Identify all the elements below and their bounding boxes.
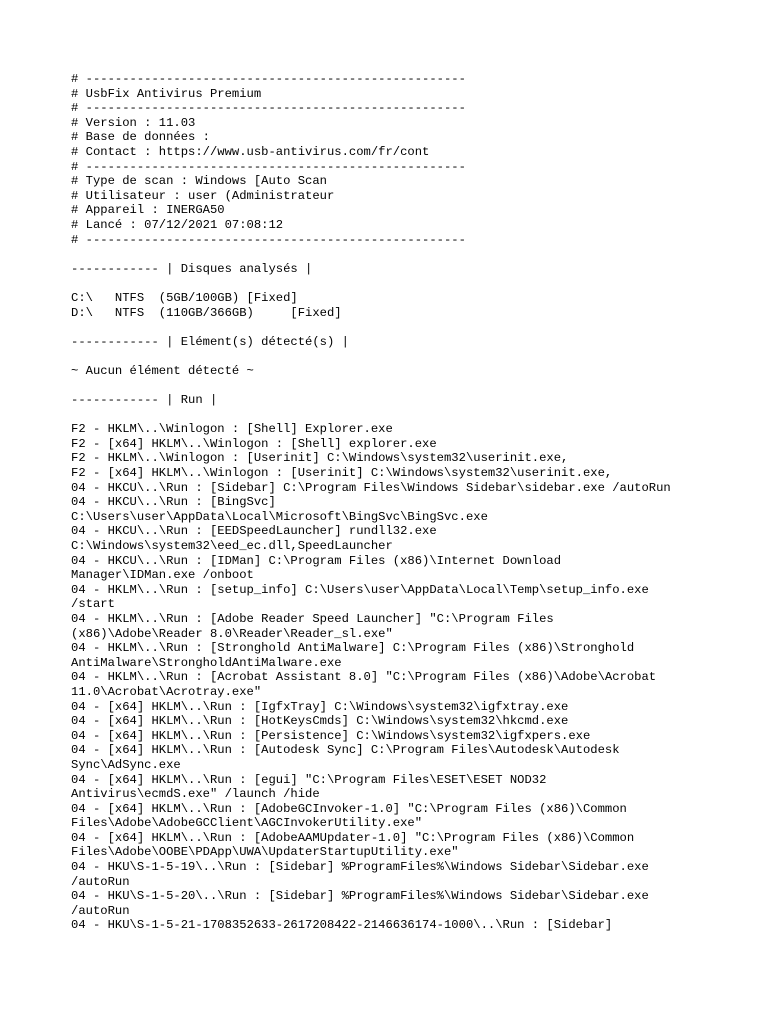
report-text <box>71 72 731 933</box>
report-line: # ---------------------------------------------------- <box>71 72 466 86</box>
report-line: 04 - [x64] HKLM\..\Run : [IgfxTray] C:\Windows\system32\igfxtray.exe <box>71 699 569 714</box>
report-line: C:\Users\user\AppData\Local\Microsoft\BingSvc\BingSvc.exe <box>71 509 488 524</box>
report-line: # Type de scan : Windows [Auto Scan <box>71 174 327 189</box>
report-line: 04 - [x64] HKLM\..\Run : [AdobeAAMUpdater-1.0] "C:\Program Files (x86)\Common <box>71 830 635 845</box>
report-line: 11.0\Acrobat\Acrotray.exe" <box>71 684 262 699</box>
report-line: 04 - [x64] HKLM\..\Run : [Persistence] C:\Windows\system32\igfxpers.exe <box>71 728 591 743</box>
report-line: 04 - HKCU\..\Run : [EEDSpeedLauncher] rundll32.exe <box>71 524 437 539</box>
report-line: Antivirus\ecmdS.exe" /launch /hide <box>71 787 320 802</box>
report-line: ------------ | Run | <box>71 393 218 408</box>
report-line: 04 - HKLM\..\Run : [setup_info] C:\Users\user\AppData\Local\Temp\setup_info.exe <box>71 582 649 597</box>
report-line: # Appareil : INERGA50 <box>71 203 225 218</box>
report-line: # ---------------------------------------------------- <box>71 232 466 247</box>
report-line: 04 - HKLM\..\Run : [Acrobat Assistant 8.0] "C:\Program Files (x86)\Adobe\Acrobat <box>71 670 657 685</box>
report-line: 04 - [x64] HKLM\..\Run : [HotKeysCmds] C:\Windows\system32\hkcmd.exe <box>71 714 569 729</box>
report-line: Manager\IDMan.exe /onboot <box>71 568 254 583</box>
report-line: # ---------------------------------------------------- <box>71 101 466 116</box>
report-line <box>71 276 731 291</box>
report-line: # Base de données : <box>71 130 210 145</box>
report-line: 04 - [x64] HKLM\..\Run : [egui] "C:\Program Files\ESET\ESET NOD32 <box>71 772 547 787</box>
report-line: C:\ NTFS (5GB/100GB) [Fixed] <box>71 290 298 305</box>
report-line: ~ Aucun élément détecté ~ <box>71 363 254 378</box>
report-line: ------------ | Elément(s) détecté(s) | <box>71 334 349 349</box>
report-line: 04 - HKCU\..\Run : [IDMan] C:\Program Files (x86)\Internet Download <box>71 553 562 568</box>
report-line: F2 - [x64] HKLM\..\Winlogon : [Userinit] C:\Windows\system32\userinit.exe, <box>71 466 613 481</box>
report-line <box>71 349 731 364</box>
report-line: /autoRun <box>71 903 130 918</box>
report-line: /start <box>71 597 115 612</box>
report-line: Files\Adobe\AdobeGCClient\AGCInvokerUtility.exe" <box>71 816 423 831</box>
report-line: AntiMalware\StrongholdAntiMalware.exe <box>71 655 342 670</box>
report-line: 04 - HKCU\..\Run : [Sidebar] C:\Program Files\Windows Sidebar\sidebar.exe /autoRun <box>71 480 671 495</box>
report-line: /autoRun <box>71 874 130 889</box>
report-line: 04 - HKLM\..\Run : [Adobe Reader Speed Launcher] "C:\Program Files <box>71 611 554 626</box>
report-line: F2 - HKLM\..\Winlogon : [Userinit] C:\Windows\system32\userinit.exe, <box>71 451 569 466</box>
report-line <box>71 408 731 423</box>
report-line <box>71 247 731 262</box>
report-line: 04 - HKU\S-1-5-19\..\Run : [Sidebar] %ProgramFiles%\Windows Sidebar\Sidebar.exe <box>71 860 649 875</box>
report-line: 04 - HKCU\..\Run : [BingSvc] <box>71 495 276 510</box>
report-line: 04 - HKU\S-1-5-21-1708352633-2617208422-2146636174-1000\..\Run : [Sidebar] <box>71 918 613 933</box>
report-line <box>71 378 731 393</box>
report-line: C:\Windows\system32\eed_ec.dll,SpeedLauncher <box>71 539 393 553</box>
report-line: # ---------------------------------------------------- <box>71 159 466 174</box>
report-line: 04 - [x64] HKLM\..\Run : [Autodesk Sync] C:\Program Files\Autodesk\Autodesk <box>71 743 620 758</box>
report-line: F2 - HKLM\..\Winlogon : [Shell] Explorer.exe <box>71 422 393 437</box>
report-line: # Version : 11.03 <box>71 115 196 130</box>
report-line: 04 - HKLM\..\Run : [Stronghold AntiMalware] C:\Program Files (x86)\Stronghold <box>71 641 635 656</box>
report-line: # UsbFix Antivirus Premium <box>71 86 262 101</box>
report-line: ------------ | Disques analysés | <box>71 261 313 276</box>
report-line: Sync\AdSync.exe <box>71 757 181 772</box>
report-line: # Utilisateur : user (Administrateur <box>71 188 335 203</box>
report-line: # Lancé : 07/12/2021 07:08:12 <box>71 217 284 232</box>
report-line: D:\ NTFS (110GB/366GB) [Fixed] <box>71 305 342 320</box>
report-line <box>71 320 731 335</box>
report-line: (x86)\Adobe\Reader 8.0\Reader\Reader_sl.exe" <box>71 626 393 641</box>
report-line: F2 - [x64] HKLM\..\Winlogon : [Shell] explorer.exe <box>71 436 437 451</box>
report-line: # Contact : https://www.usb-antivirus.com/fr/cont <box>71 144 430 159</box>
report-line: 04 - HKU\S-1-5-20\..\Run : [Sidebar] %ProgramFiles%\Windows Sidebar\Sidebar.exe <box>71 889 649 904</box>
report-line: 04 - [x64] HKLM\..\Run : [AdobeGCInvoker-1.0] "C:\Program Files (x86)\Common <box>71 801 627 816</box>
report-line: Files\Adobe\OOBE\PDApp\UWA\UpdaterStartupUtility.exe" <box>71 845 459 860</box>
